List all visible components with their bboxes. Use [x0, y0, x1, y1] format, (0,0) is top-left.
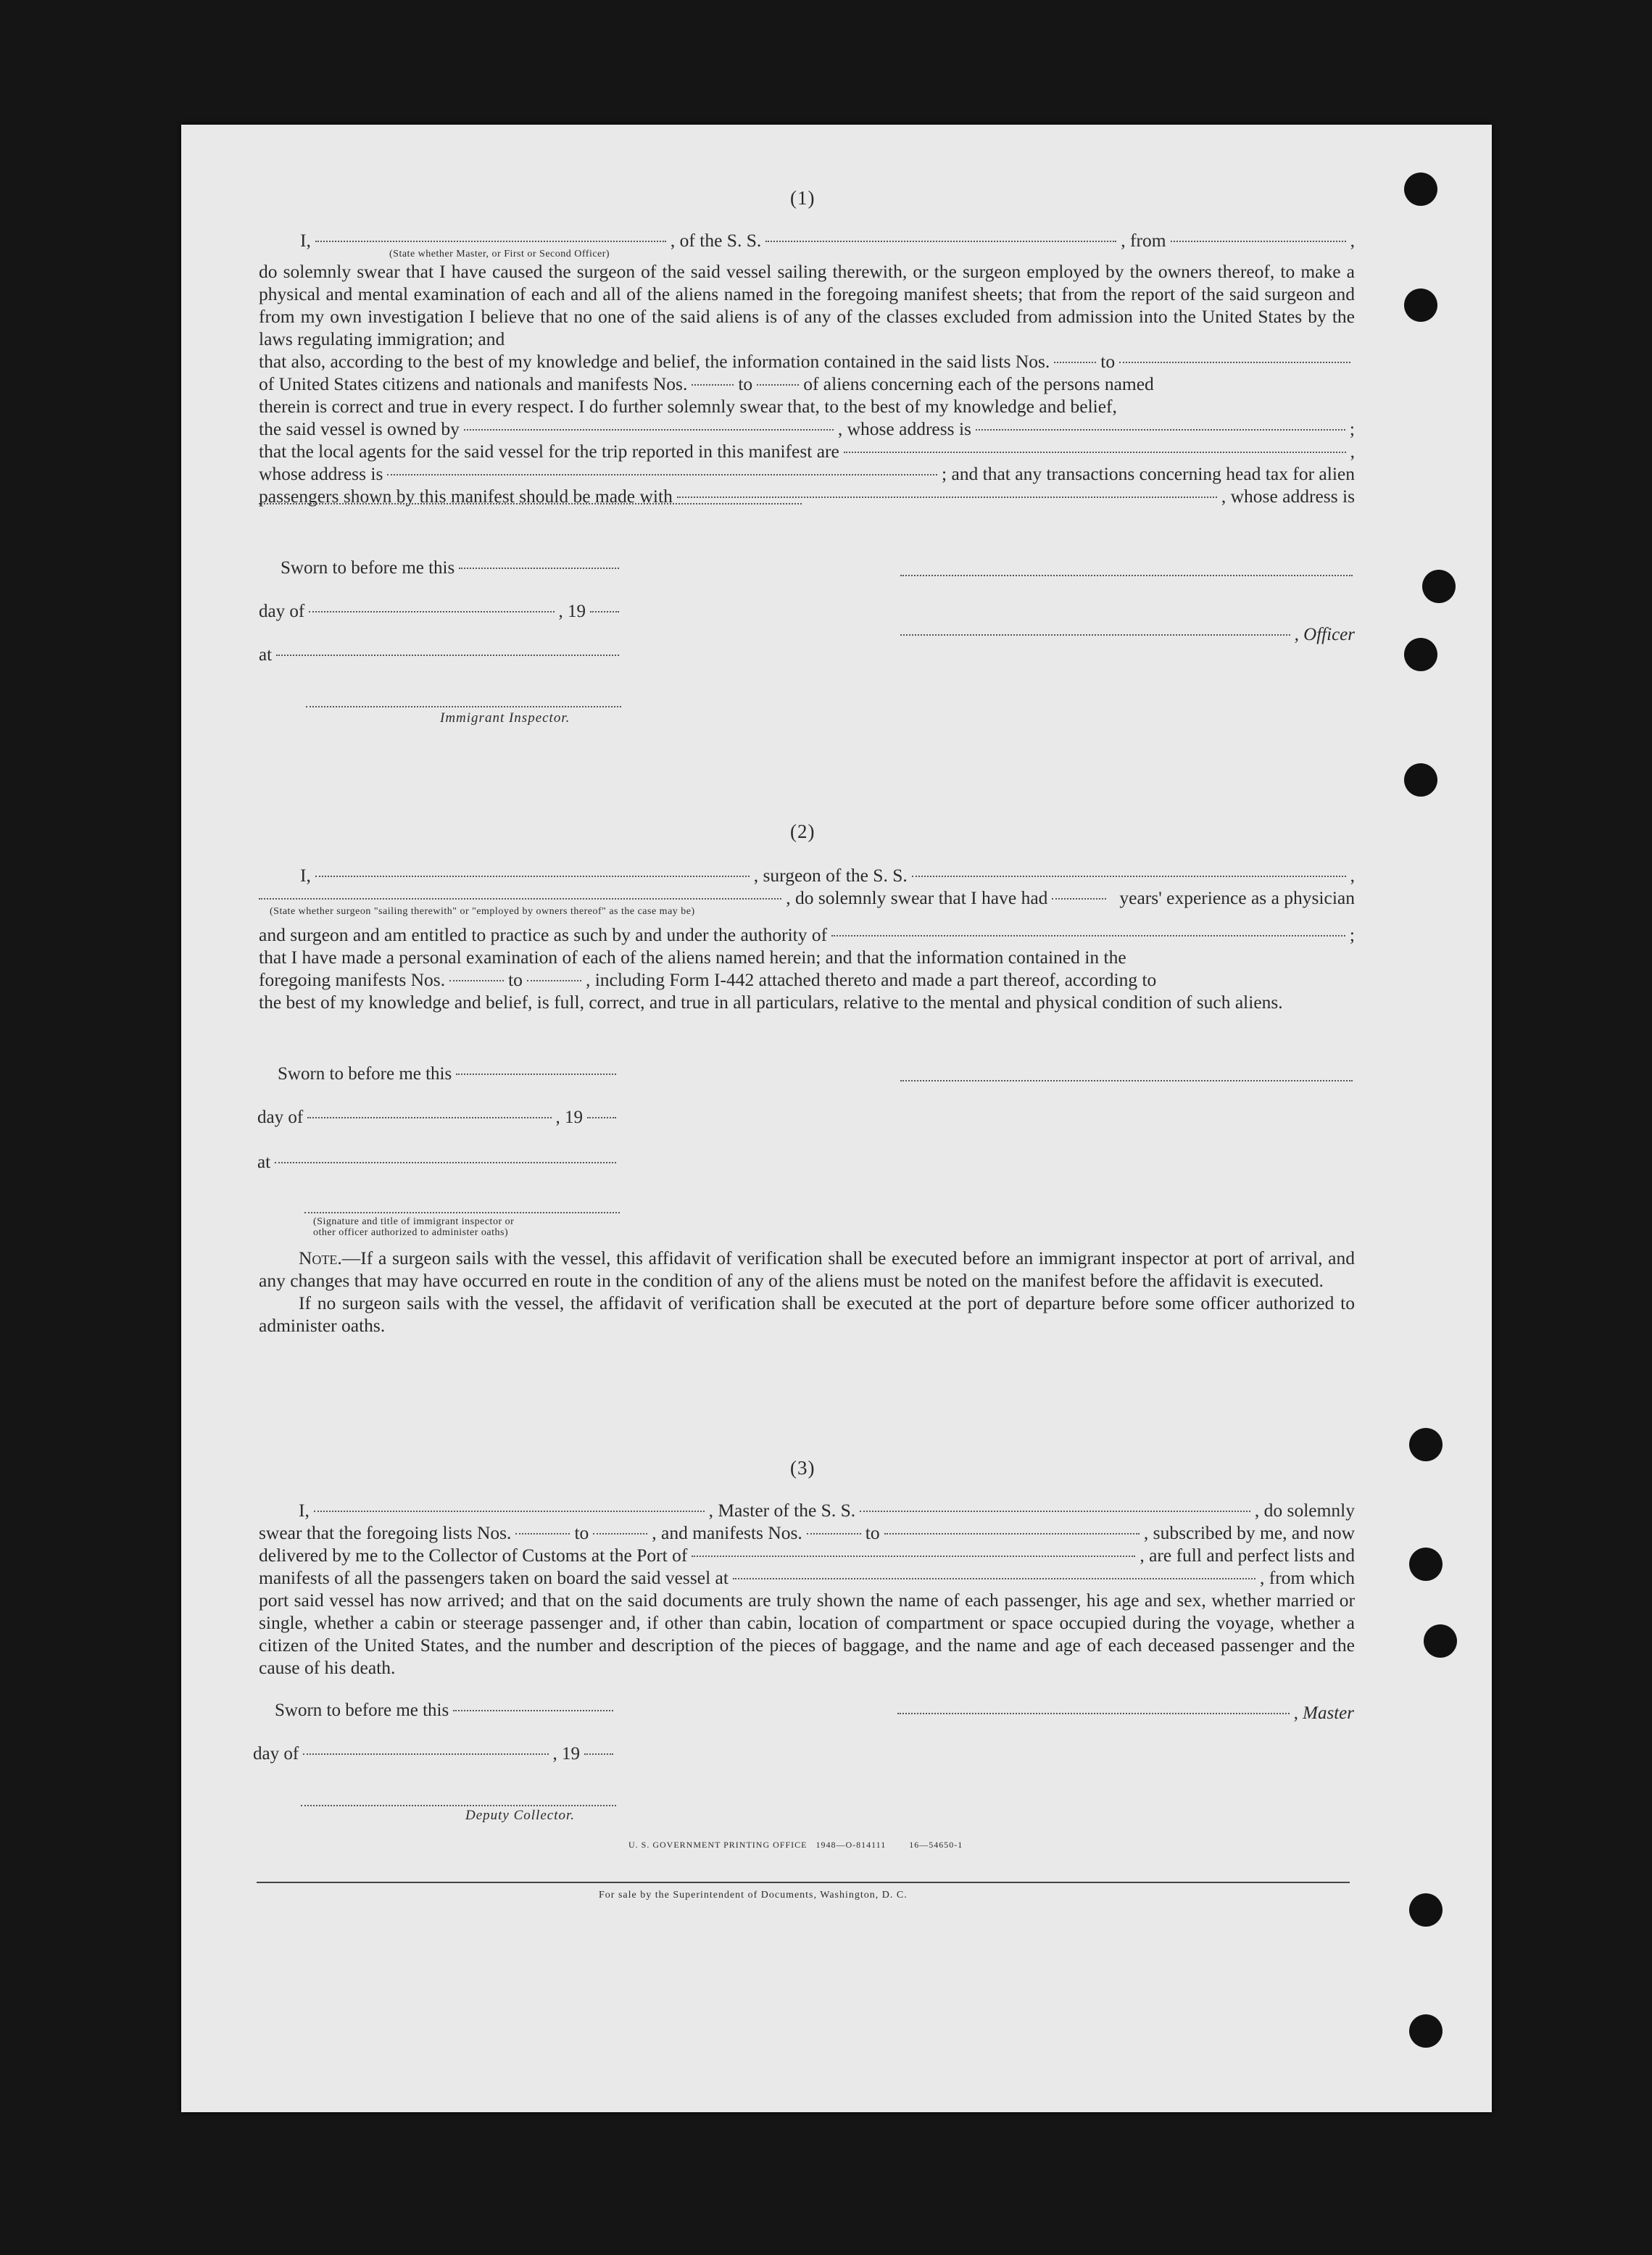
deputy-collector-caption: Deputy Collector. — [465, 1808, 576, 1823]
punch-hole — [1409, 1893, 1443, 1927]
sworn-date-field[interactable] — [453, 1710, 613, 1711]
day-of-line: day of , 19 — [253, 1744, 618, 1764]
sworn-date-field[interactable] — [459, 568, 619, 569]
year-field[interactable] — [584, 1753, 613, 1755]
oath-text: the best of my knowledge and belief, is full, correct, and true in all particulars, relative to the mental and physical condition of such aliens. — [259, 992, 1283, 1013]
footer-rule — [257, 1882, 1350, 1883]
surgeon-manifest-to-field[interactable] — [527, 980, 581, 981]
agents-address-field[interactable] — [387, 474, 937, 475]
location-field[interactable] — [276, 655, 619, 656]
oath-text: do solemnly swear that I have caused the surgeon of the said vessel sailing therewith, or the surgeon employed by the owners thereof, to make a physical and mental examination of each and all of the aliens named in the foregoing manifest sheets; that from the report of the said surgeon and from my own investigation I believe that no one of the said aliens is of any of the classes excluded from admission into the United States by the laws regulating immigration; and — [259, 261, 1355, 349]
note-text: Note.—If a surgeon sails with the vessel, this affidavit of verification shall be executed before an immigrant inspector at port of arrival, and any changes that may have occurred en route in the condition of any of the aliens must be noted on the manifest before the affidavit is executed. If no surgeon sails with the vessel, the affidavit of verification shall be executed at the port of departure before some officer authorized to administer oaths. — [259, 1247, 1355, 1336]
collector-signature-line[interactable] — [301, 1805, 616, 1806]
manifest-nos-from-field[interactable] — [692, 384, 734, 386]
day-of-line: day of , 19 — [259, 602, 623, 622]
years-field[interactable] — [1052, 898, 1106, 900]
month-field[interactable] — [309, 611, 554, 612]
surgeon-vessel-field[interactable] — [912, 876, 1346, 877]
at-line: at — [259, 645, 623, 665]
local-agents-field[interactable] — [844, 452, 1346, 453]
at-line: at — [257, 1153, 620, 1173]
section-number: (3) — [790, 1457, 815, 1479]
oath-text: therein is correct and true in every respect. I do further solemnly swear that, to the best of my knowledge and belief, — [259, 396, 1117, 417]
manifests-from-field[interactable] — [807, 1533, 861, 1535]
punch-hole — [1404, 763, 1437, 797]
sworn-line: Sworn to before me this — [275, 1700, 618, 1721]
port-from-field[interactable] — [1171, 241, 1346, 242]
section2-oath: I, , surgeon of the S. S. , , do solemnly swear that I have had years' experience as a physician (State whether surgeon "sailing therewith" or "employed by owners thereof" as the case may be) and surgeon and am entitled to practice as such by and under the authority of ; that I have made a personal examination of each of the aliens named herein; and that the information contained in the foregoing manifests Nos. to , including Form I-442 attached thereto and made a part thereof, according to the best of my knowledge and belief, is full, correct, and true in all particulars, relative to the mental and physical condition of such aliens. — [259, 865, 1355, 1013]
section3-oath: I, , Master of the S. S. , do solemnly swear that the foregoing lists Nos. to , and manifests Nos. to , subscribed by me, and now delivered by me to the Collector of Customs at the Port of , are full and perfect lists and manifests of all the passengers taken on board the said vessel at , from which port said vessel has now arrived; and that on the said documents are truly shown the name of each passenger, his age and sex, whether married or single, whether a cabin or steerage passenger and, if other than cabin, location of compartment or space occupied during the voyage, whether a citizen of the United States, and the number and description of the pieces of baggage, and the name and age of each deceased passenger and the cause of his death. — [259, 1500, 1356, 1678]
surgeon-name-field[interactable] — [315, 876, 750, 877]
sworn-line: Sworn to before me this — [278, 1064, 620, 1084]
list-nos-to-field[interactable] — [1119, 362, 1350, 363]
departure-port-field[interactable] — [733, 1578, 1255, 1579]
note-label: Note. — [299, 1247, 342, 1268]
punch-hole — [1404, 288, 1437, 322]
head-tax-contact-field[interactable] — [677, 497, 1217, 498]
punch-hole — [1404, 173, 1437, 206]
lists-to-field[interactable] — [593, 1533, 647, 1535]
surgeon-status-field[interactable] — [259, 898, 781, 900]
master-vessel-field[interactable] — [860, 1511, 1250, 1512]
oath-text: port said vessel has now arrived; and that on the said documents are truly shown the name of each passenger, his age and sex, whether married or single, whether a cabin or steerage passenger and, if other than cabin, location of compartment or space occupied during the voyage, whether a citizen of the United States, and the number and description of the pieces of baggage, and the name and age of each deceased passenger and the cause of his death. — [259, 1590, 1355, 1678]
master-signature-line: , Master — [897, 1703, 1354, 1724]
punch-hole — [1409, 1428, 1443, 1461]
month-field[interactable] — [303, 1753, 548, 1755]
day-of-line: day of , 19 — [257, 1108, 620, 1128]
manifests-to-field[interactable] — [884, 1533, 1140, 1535]
authority-field[interactable] — [831, 935, 1345, 937]
officer-signature-line: , Officer — [900, 625, 1355, 645]
field-caption: (State whether Master, or First or Second Officer) — [389, 249, 610, 259]
punch-hole — [1409, 2014, 1443, 2048]
officer-signature-field[interactable] — [900, 634, 1290, 636]
owner-field[interactable] — [464, 429, 834, 431]
vessel-name-field[interactable] — [765, 241, 1116, 242]
surgeon-signature-line[interactable] — [900, 1080, 1353, 1081]
punch-hole — [1424, 1624, 1457, 1658]
month-field[interactable] — [307, 1117, 551, 1118]
punch-hole — [1422, 570, 1456, 603]
year-field[interactable] — [587, 1117, 616, 1118]
inspector-signature-line[interactable] — [306, 706, 621, 707]
master-signature-field[interactable] — [897, 1713, 1290, 1714]
field-caption: (State whether surgeon "sailing therewith" or "employed by owners thereof" as the case may be) — [270, 906, 695, 917]
manifest-nos-to-field[interactable] — [757, 384, 799, 386]
year-field[interactable] — [590, 611, 619, 612]
sworn-line: Sworn to before me this — [281, 558, 623, 578]
owner-address-field[interactable] — [976, 429, 1345, 431]
signature-caption: (Signature and title of immigrant inspector or other officer authorized to administer oaths) — [313, 1216, 515, 1238]
surgeon-manifest-from-field[interactable] — [449, 980, 504, 981]
punch-hole — [1409, 1548, 1443, 1581]
oath-text: that I have made a personal examination of each of the aliens named herein; and that the information contained in the — [259, 947, 1126, 968]
inspector-caption: Immigrant Inspector. — [440, 710, 570, 726]
list-nos-from-field[interactable] — [1054, 362, 1096, 363]
punch-hole — [1404, 638, 1437, 671]
section-number: (2) — [790, 821, 815, 842]
officer-signature-line[interactable] — [304, 1212, 620, 1213]
section-number: (1) — [790, 187, 815, 209]
master-name-field[interactable] — [314, 1511, 705, 1512]
sworn-date-field[interactable] — [456, 1073, 616, 1075]
printing-office-line: U. S. GOVERNMENT PRINTING OFFICE 1948—O-814111 16—54650-1 — [628, 1840, 963, 1850]
lists-from-field[interactable] — [515, 1533, 570, 1535]
officer-name-field[interactable] — [315, 241, 666, 242]
head-tax-address-field[interactable] — [259, 503, 802, 504]
port-field[interactable] — [692, 1556, 1135, 1557]
signature-line[interactable] — [900, 575, 1353, 576]
section1-oath: I, , of the S. S. , from , (State whether Master, or First or Second Officer) do solemnly swear that I have caused the surgeon of the said vessel sailing therewith, or the surgeon employed by the owners thereof, to make a physical and mental examination of each and all of the aliens named in the foregoing manifest sheets; that from the report of the said surgeon and from my own investigation I believe that no one of the said aliens is of any of the classes excluded from admission into the United States by the laws regulating immigration; and that also, according to the best of my knowledge and belief, the information contained in the said lists Nos. to of United States citizens and nationals and manifests Nos. to of aliens concerning each of the persons named therein is correct and true in every respect. I do further solemnly swear that, to the best of my knowledge and belief, the said vessel is owned by , whose address is ; that the local agents for the said vessel for the trip reported in this manifest are , whose address is ; and that any transactions concerning head tax for alien passengers shown by this manifest should be made with , whose address is — [259, 230, 1355, 507]
for-sale-line: For sale by the Superintendent of Documents, Washington, D. C. — [599, 1890, 908, 1901]
location-field[interactable] — [275, 1162, 616, 1163]
